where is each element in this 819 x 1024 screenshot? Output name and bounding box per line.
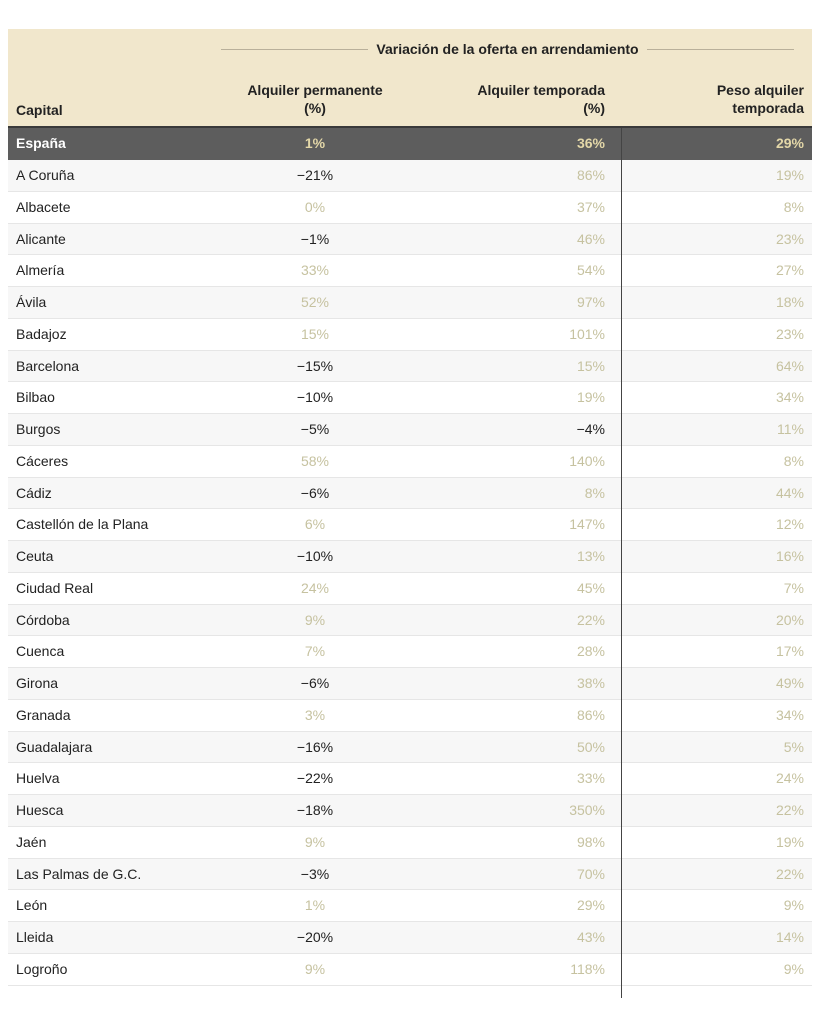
cell-capital: A Coruña bbox=[16, 167, 75, 183]
table-row bbox=[8, 573, 812, 605]
cell-capital: Jaén bbox=[16, 833, 47, 850]
table-row bbox=[8, 636, 812, 668]
cell-alquiler-temporada: 43% bbox=[576, 929, 605, 945]
cell-alquiler-permanente: −15% bbox=[296, 357, 334, 374]
group-header bbox=[221, 39, 794, 59]
cell-alquiler-permanente: −18% bbox=[296, 802, 334, 818]
cell-alquiler-temporada: 118% bbox=[570, 960, 605, 977]
cell-peso-alquiler: 14% bbox=[775, 929, 804, 945]
cell-alquiler-temporada: 19% bbox=[576, 389, 605, 406]
cell-alquiler-permanente: −20% bbox=[296, 929, 334, 945]
cell-alquiler-permanente: 1% bbox=[304, 897, 326, 914]
group-header-rule-right bbox=[647, 49, 794, 50]
cell-capital: Cuenca bbox=[16, 643, 65, 660]
data-table bbox=[8, 29, 812, 986]
cell-alquiler-permanente: 52% bbox=[300, 294, 330, 310]
cell-alquiler-permanente: −10% bbox=[296, 548, 334, 564]
cell-alquiler-temporada: 29% bbox=[576, 897, 605, 914]
cell-capital: Logroño bbox=[16, 960, 68, 977]
cell-capital: Ceuta bbox=[16, 548, 54, 564]
cell-alquiler-temporada: 98% bbox=[576, 833, 605, 850]
cell-peso-alquiler: 18% bbox=[775, 294, 804, 310]
cell-capital: Ávila bbox=[16, 294, 47, 310]
cell-alquiler-permanente: 58% bbox=[300, 452, 330, 469]
cell-peso-alquiler: 19% bbox=[775, 833, 804, 850]
cell-alquiler-temporada: 350% bbox=[569, 802, 605, 818]
table-row bbox=[8, 478, 812, 510]
cell-capital: Castellón de la Plana bbox=[16, 516, 149, 533]
cell-alquiler-permanente: 7% bbox=[304, 643, 326, 660]
cell-alquiler-permanente: −22% bbox=[296, 770, 334, 787]
cell-capital: Almería bbox=[16, 262, 65, 279]
table-body bbox=[8, 128, 812, 986]
table-row bbox=[8, 954, 812, 986]
cell-peso-alquiler: 9% bbox=[783, 960, 804, 977]
cell-peso-alquiler: 64% bbox=[775, 357, 804, 374]
table-row bbox=[8, 732, 812, 764]
cell-alquiler-permanente: −16% bbox=[296, 738, 334, 755]
cell-peso-alquiler: 22% bbox=[775, 802, 804, 818]
cell-peso-alquiler: 29% bbox=[775, 135, 804, 151]
cell-peso-alquiler: 34% bbox=[775, 706, 804, 723]
cell-alquiler-permanente: −5% bbox=[300, 421, 330, 437]
table-row bbox=[8, 509, 812, 541]
cell-capital: Albacete bbox=[16, 198, 71, 215]
cell-peso-alquiler: 49% bbox=[775, 675, 804, 691]
cell-alquiler-temporada: 86% bbox=[576, 706, 605, 723]
cell-alquiler-permanente: 6% bbox=[304, 516, 326, 533]
cell-capital: Girona bbox=[16, 675, 59, 691]
table-row bbox=[8, 351, 812, 383]
cell-capital: Cádiz bbox=[16, 484, 52, 501]
cell-alquiler-permanente: 1% bbox=[304, 135, 326, 151]
cell-capital: Guadalajara bbox=[16, 738, 93, 755]
cell-peso-alquiler: 16% bbox=[775, 548, 804, 564]
cell-alquiler-permanente: −6% bbox=[300, 675, 330, 691]
cell-alquiler-permanente: −10% bbox=[296, 389, 334, 406]
cell-alquiler-temporada: 28% bbox=[576, 643, 605, 660]
cell-peso-alquiler: 9% bbox=[783, 897, 804, 914]
cell-alquiler-permanente: −21% bbox=[296, 167, 334, 183]
cell-capital: Barcelona bbox=[16, 357, 80, 374]
column-divider bbox=[621, 128, 622, 998]
table-row bbox=[8, 446, 812, 478]
cell-alquiler-temporada: 101% bbox=[569, 325, 605, 342]
cell-peso-alquiler: 23% bbox=[775, 230, 804, 247]
cell-peso-alquiler: 19% bbox=[775, 167, 804, 183]
cell-peso-alquiler: 11% bbox=[777, 421, 804, 437]
table-row bbox=[8, 795, 812, 827]
table-row bbox=[8, 890, 812, 922]
group-header-rule-left bbox=[221, 49, 368, 50]
cell-alquiler-temporada: 33% bbox=[576, 770, 605, 787]
table-row bbox=[8, 827, 812, 859]
column-header-alquiler-temporada: Alquiler temporada (%) bbox=[477, 82, 605, 116]
cell-alquiler-permanente: −3% bbox=[300, 865, 330, 882]
cell-capital: Alicante bbox=[16, 230, 66, 247]
cell-alquiler-temporada: 36% bbox=[576, 135, 605, 151]
cell-alquiler-temporada: 97% bbox=[576, 294, 605, 310]
table-row bbox=[8, 414, 812, 446]
cell-capital: Ciudad Real bbox=[16, 579, 94, 596]
cell-peso-alquiler: 8% bbox=[783, 198, 804, 215]
cell-capital: Granada bbox=[16, 706, 71, 723]
cell-capital: Córdoba bbox=[16, 611, 70, 628]
table-row bbox=[8, 700, 812, 732]
cell-peso-alquiler: 22% bbox=[775, 865, 804, 882]
cell-capital: Lleida bbox=[16, 929, 54, 945]
cell-alquiler-permanente: 9% bbox=[304, 833, 326, 850]
cell-alquiler-temporada: 46% bbox=[576, 230, 605, 247]
cell-alquiler-permanente: 9% bbox=[304, 611, 326, 628]
table-row bbox=[8, 224, 812, 256]
cell-peso-alquiler: 7% bbox=[783, 579, 804, 596]
cell-capital: Huelva bbox=[16, 770, 60, 787]
cell-alquiler-temporada: 22% bbox=[576, 611, 605, 628]
cell-alquiler-permanente: 33% bbox=[300, 262, 330, 279]
cell-alquiler-temporada: 37% bbox=[576, 198, 605, 215]
cell-alquiler-permanente: 9% bbox=[304, 960, 326, 977]
table-row bbox=[8, 605, 812, 637]
cell-alquiler-temporada: 8% bbox=[584, 484, 605, 501]
cell-alquiler-temporada: 15% bbox=[576, 357, 605, 374]
table-row bbox=[8, 255, 812, 287]
cell-capital: Bilbao bbox=[16, 389, 55, 406]
group-header-label: Variación de la oferta en arrendamiento bbox=[376, 41, 639, 57]
cell-peso-alquiler: 27% bbox=[775, 262, 804, 279]
cell-peso-alquiler: 34% bbox=[775, 389, 804, 406]
cell-alquiler-permanente: −1% bbox=[300, 230, 330, 247]
cell-capital: España bbox=[16, 135, 66, 151]
cell-peso-alquiler: 8% bbox=[783, 452, 804, 469]
table-row bbox=[8, 859, 812, 891]
total-row bbox=[8, 128, 812, 160]
table-row bbox=[8, 192, 812, 224]
column-header-peso-alquiler: Peso alquiler temporada bbox=[716, 82, 804, 116]
table-row bbox=[8, 763, 812, 795]
cell-peso-alquiler: 17% bbox=[775, 643, 804, 660]
cell-capital: Las Palmas de G.C. bbox=[16, 865, 142, 882]
cell-alquiler-temporada: 45% bbox=[576, 579, 605, 596]
cell-capital: Cáceres bbox=[16, 452, 69, 469]
cell-alquiler-permanente: 15% bbox=[300, 325, 330, 342]
cell-capital: Badajoz bbox=[16, 325, 67, 342]
cell-alquiler-temporada: 86% bbox=[576, 167, 605, 183]
column-header-alquiler-permanente: Alquiler permanente (%) bbox=[247, 82, 383, 116]
table-header bbox=[8, 29, 812, 128]
cell-alquiler-temporada: −4% bbox=[576, 421, 605, 437]
cell-peso-alquiler: 23% bbox=[775, 325, 804, 342]
cell-alquiler-temporada: 147% bbox=[569, 516, 605, 533]
column-header-capital: Capital bbox=[16, 102, 63, 118]
cell-peso-alquiler: 5% bbox=[783, 738, 804, 755]
cell-alquiler-temporada: 54% bbox=[576, 262, 605, 279]
cell-alquiler-permanente: 0% bbox=[304, 198, 326, 215]
cell-peso-alquiler: 24% bbox=[775, 770, 804, 787]
cell-alquiler-temporada: 70% bbox=[576, 865, 605, 882]
cell-peso-alquiler: 20% bbox=[775, 611, 804, 628]
table-row bbox=[8, 668, 812, 700]
cell-capital: Huesca bbox=[16, 802, 64, 818]
cell-alquiler-temporada: 140% bbox=[569, 452, 605, 469]
cell-alquiler-permanente: 24% bbox=[300, 579, 330, 596]
table-row bbox=[8, 541, 812, 573]
table-row bbox=[8, 287, 812, 319]
cell-alquiler-permanente: −6% bbox=[300, 484, 330, 501]
table-row bbox=[8, 319, 812, 351]
table-row bbox=[8, 922, 812, 954]
cell-alquiler-temporada: 13% bbox=[576, 548, 605, 564]
cell-peso-alquiler: 44% bbox=[775, 484, 804, 501]
cell-capital: Burgos bbox=[16, 421, 61, 437]
table-row bbox=[8, 160, 812, 192]
cell-peso-alquiler: 12% bbox=[775, 516, 804, 533]
table-row bbox=[8, 382, 812, 414]
cell-alquiler-temporada: 38% bbox=[576, 675, 605, 691]
cell-alquiler-permanente: 3% bbox=[304, 706, 326, 723]
cell-capital: León bbox=[16, 897, 48, 914]
cell-alquiler-temporada: 50% bbox=[576, 738, 605, 755]
